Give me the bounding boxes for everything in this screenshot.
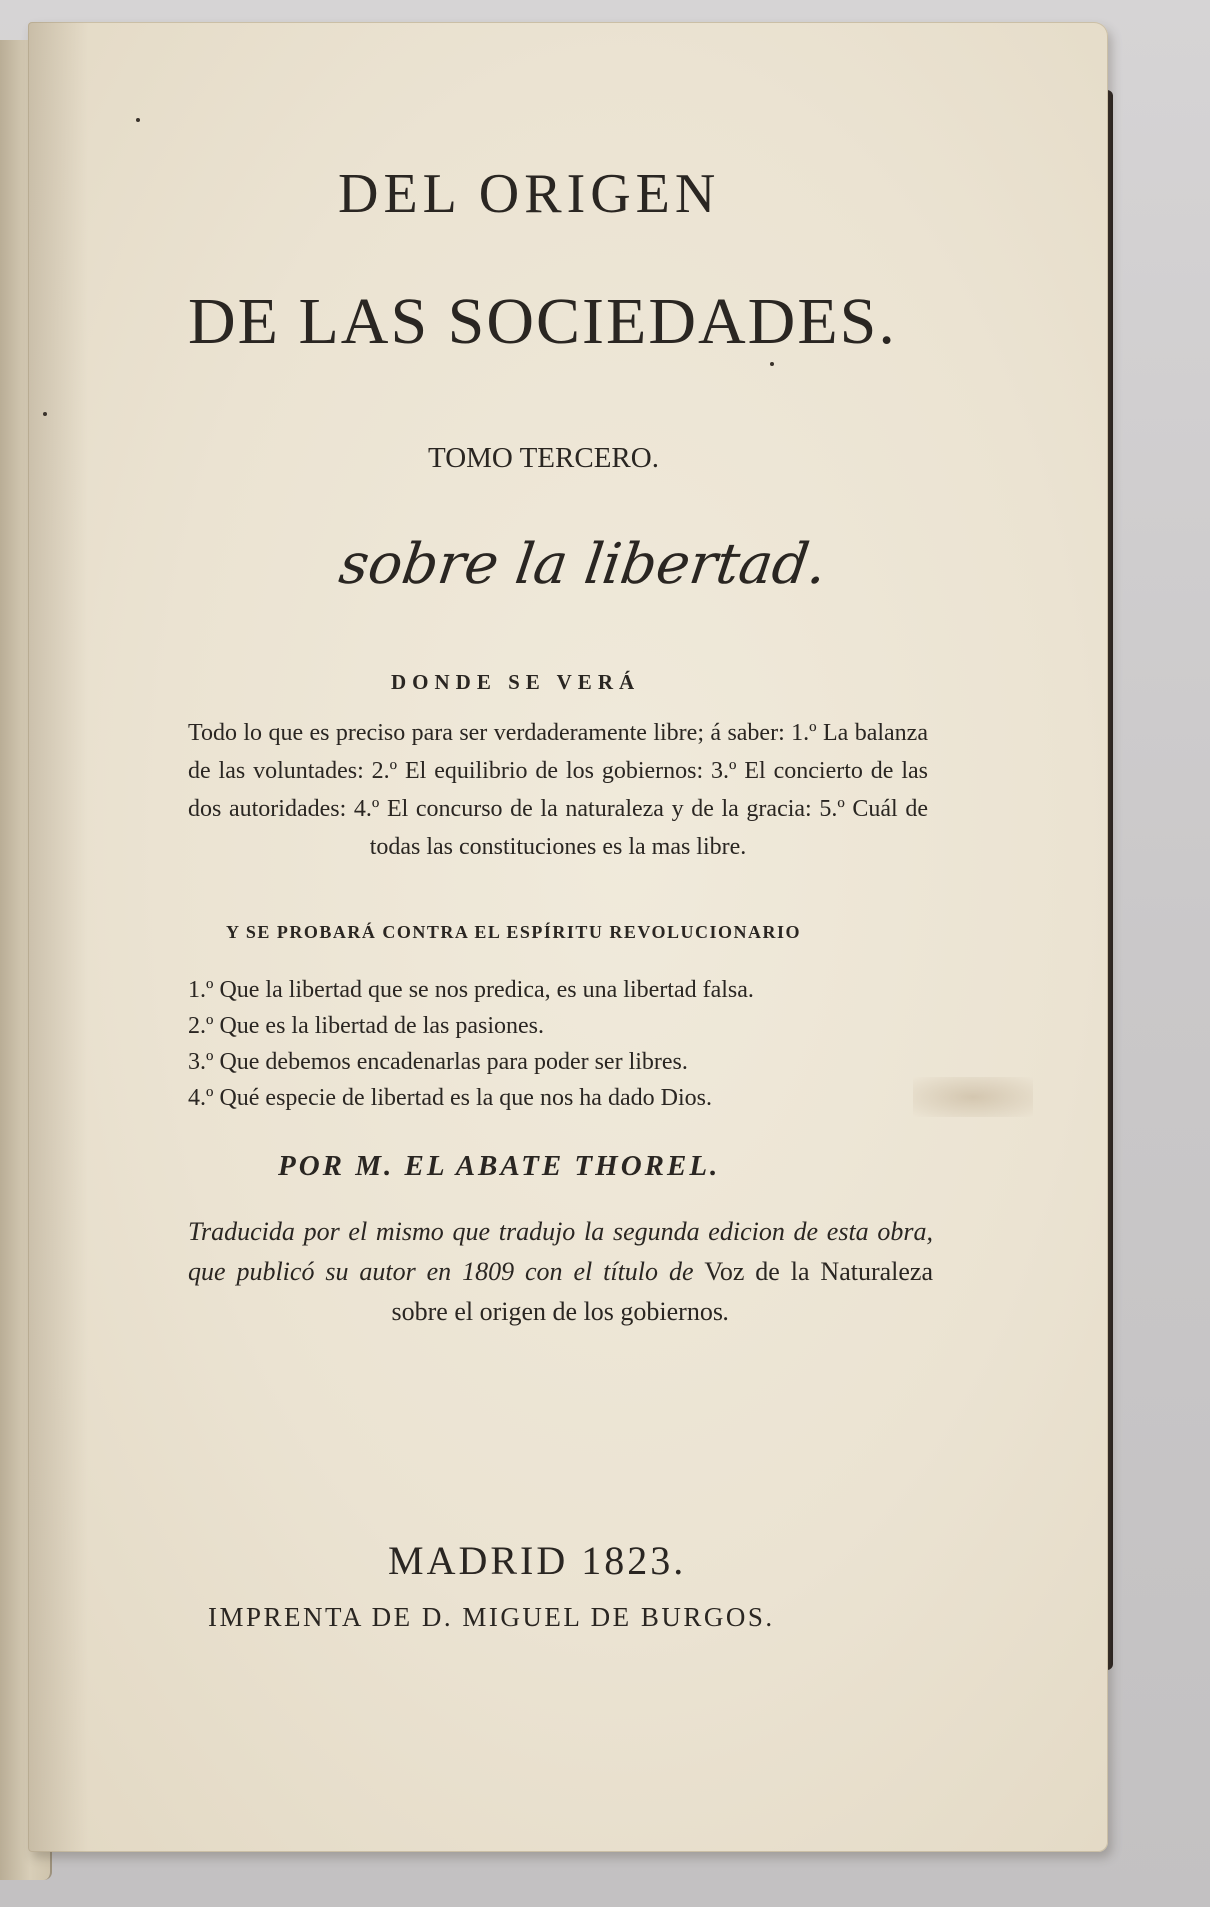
translation-note-work-title: Voz de la Naturaleza sobre el origen de los gobiernos	[391, 1257, 933, 1326]
list-item: 3.º Que debemos encadenarlas para poder ser libres.	[188, 1049, 688, 1075]
list-item: 1.º Que la libertad que se nos predica, es una libertad falsa.	[188, 977, 754, 1003]
paper-stain	[913, 1077, 1033, 1117]
subheading: DONDE SE VERÁ	[391, 670, 641, 694]
title-line-1: DEL ORIGEN	[338, 163, 721, 225]
imprint-place-year: MADRID 1823.	[388, 1538, 687, 1583]
list-item: 4.º Qué especie de libertad es la que nos ha dado Dios.	[188, 1085, 712, 1111]
paper-speck	[770, 362, 774, 366]
handwritten-note: sobre la libertad.	[335, 532, 831, 597]
points-list	[188, 972, 948, 1116]
paper-speck	[43, 412, 47, 416]
title-page	[28, 22, 1108, 1852]
translation-note	[188, 1212, 933, 1332]
list-item: 2.º Que es la libertad de las pasiones.	[188, 1013, 545, 1039]
imprint-printer: IMPRENTA DE D. MIGUEL DE BURGOS.	[208, 1602, 775, 1632]
paper-speck	[136, 118, 140, 122]
translation-note-text: Traducida por el mismo que tradujo la segunda edicion de esta obra, que publicó su autor en 1809 con el título de	[188, 1217, 933, 1286]
description-paragraph: Todo lo que es preciso para ser verdaderamente libre; á saber: 1.º La balanza de las voluntades: 2.º El equilibrio de los gobiernos: 3.º El concierto de las dos autoridades: 4.º El concurso de la naturaleza y de la gracia: 5.º Cuál de todas las constituciones es la mas libre.	[188, 720, 928, 860]
title-line-2: DE LAS SOCIEDADES.	[188, 285, 897, 358]
volume-label: TOMO TERCERO.	[428, 442, 659, 474]
translation-note-end: .	[722, 1297, 730, 1326]
proof-heading: Y SE PROBARÁ CONTRA EL ESPÍRITU REVOLUCIONARIO	[226, 922, 802, 942]
author-line: POR M. EL ABATE THOREL.	[278, 1150, 721, 1182]
